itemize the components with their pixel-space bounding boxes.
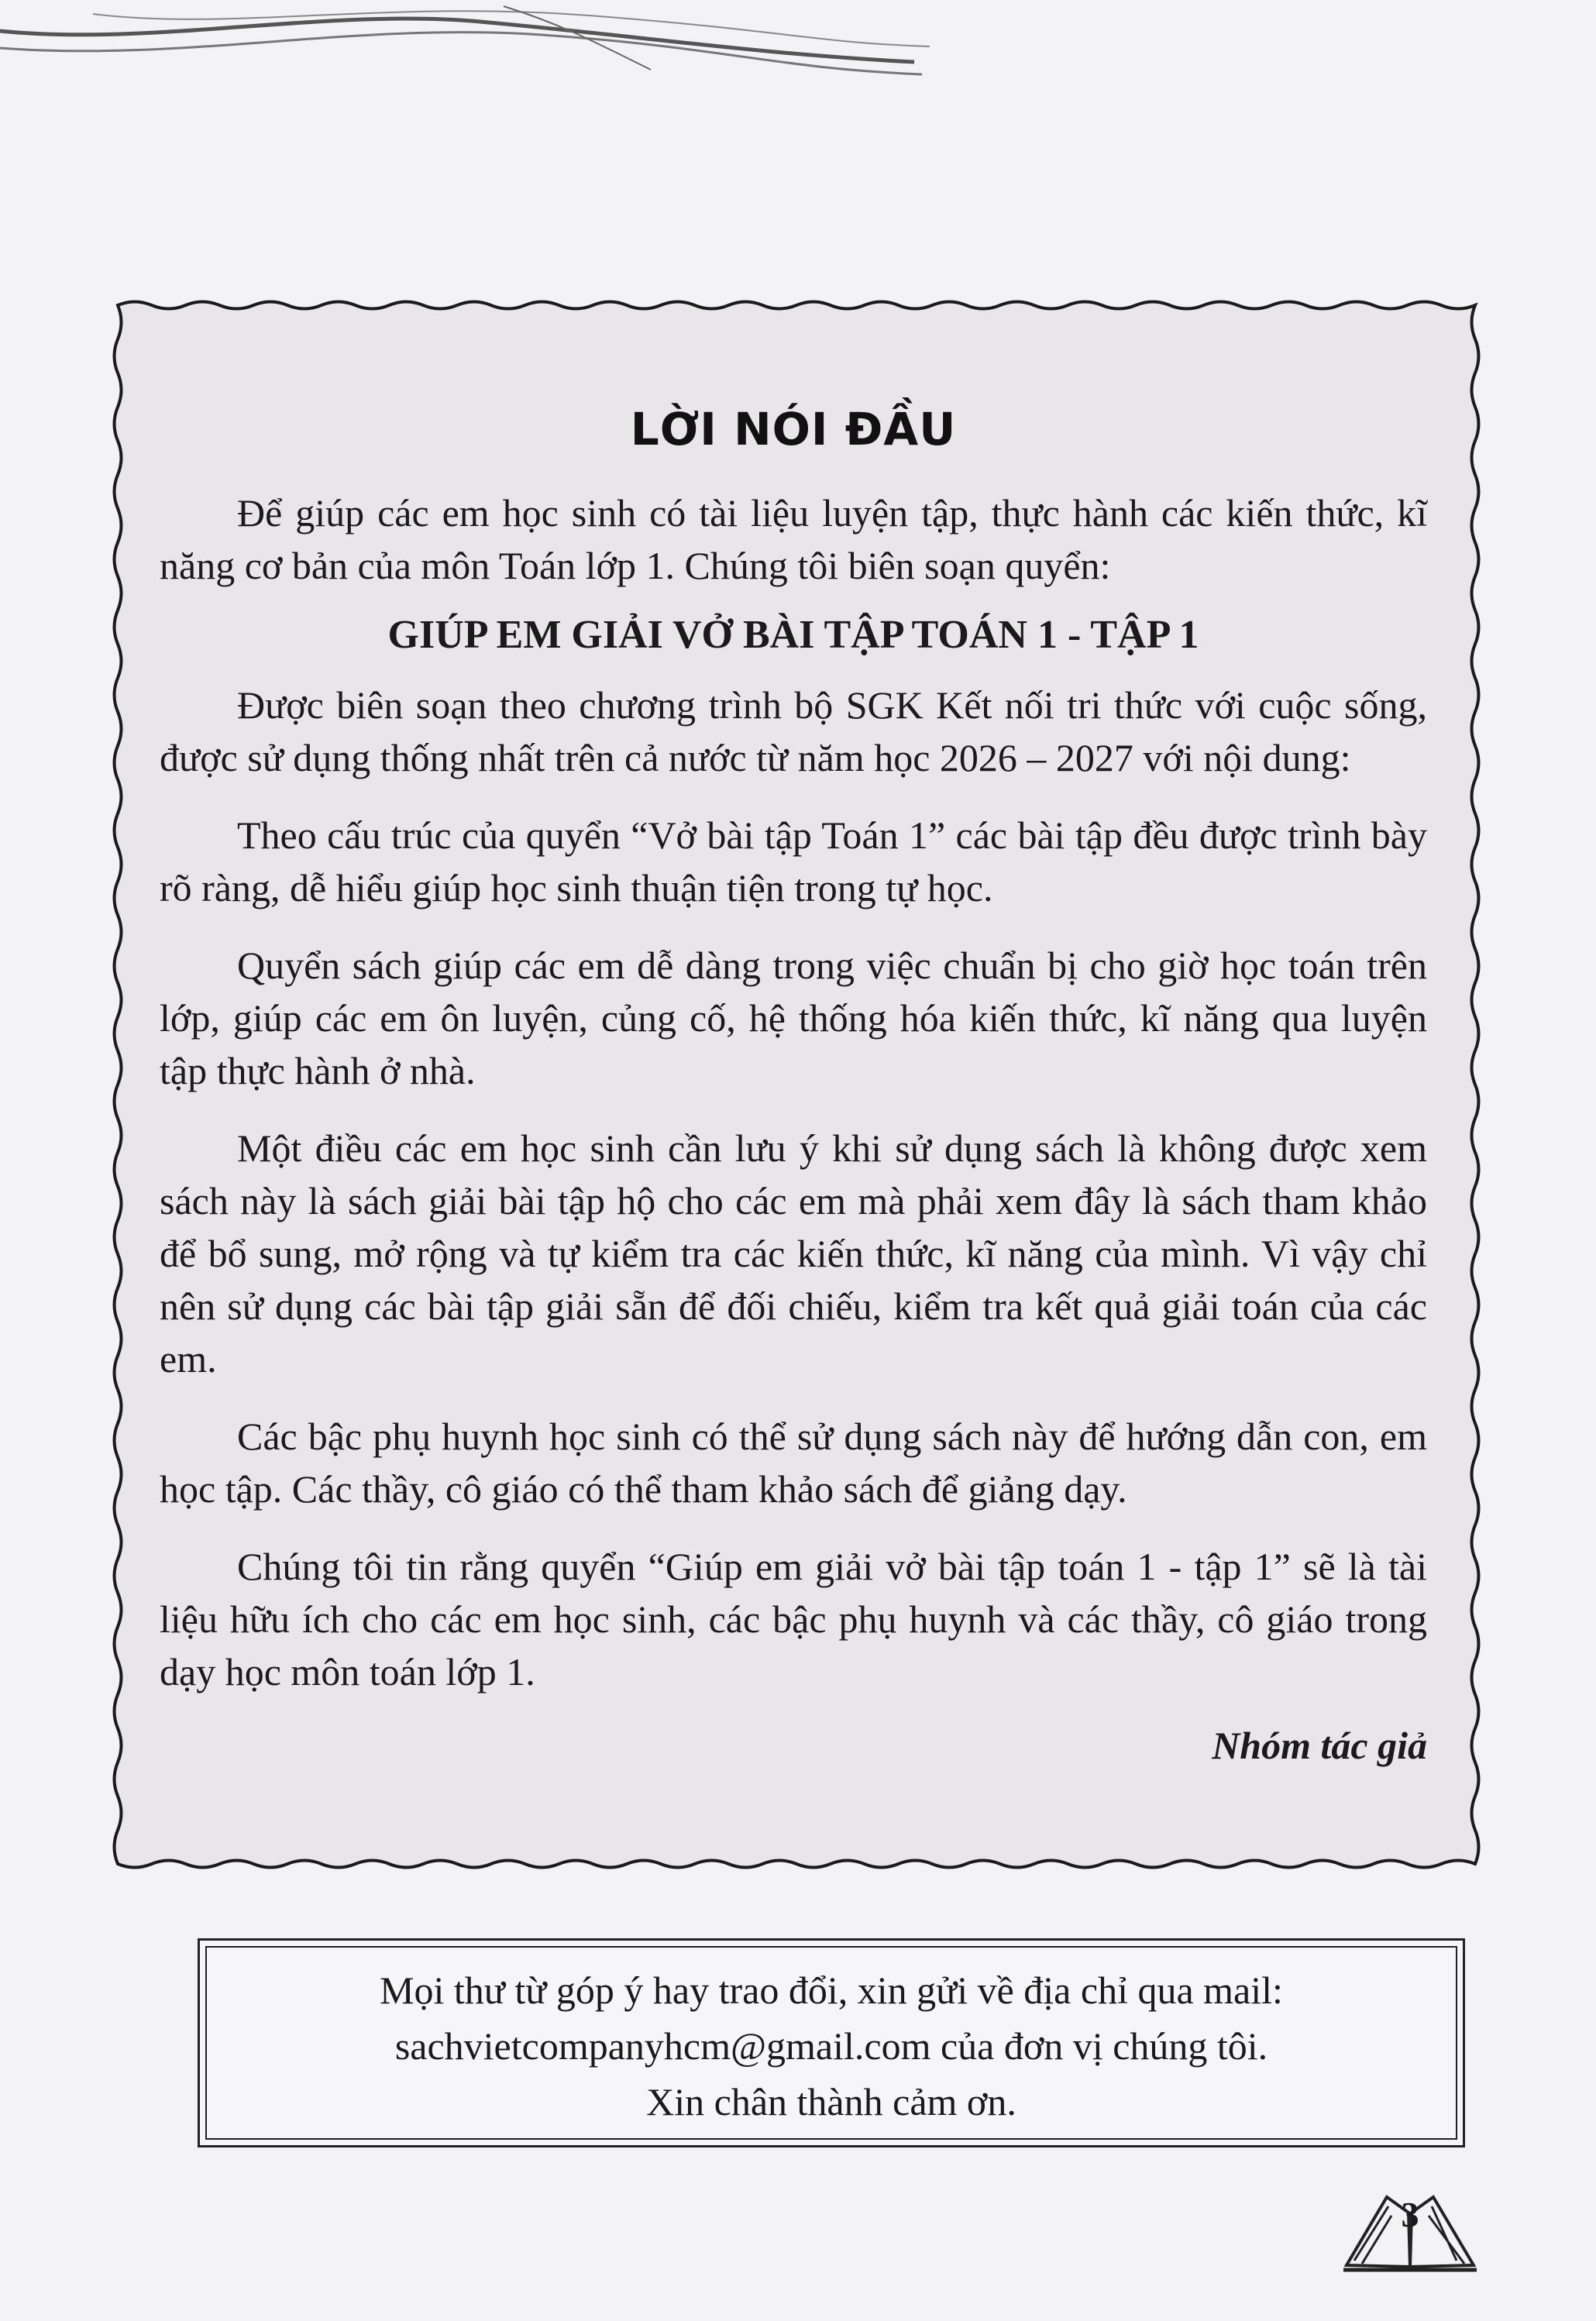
paragraph: Theo cấu trúc của quyển “Vở bài tập Toán 1” các bài tập đều được trình bày rõ ràng, dễ hiểu giúp học sinh thuận tiện trong tự học. [160,813,1427,909]
book-title: GIÚP EM GIẢI VỞ BÀI TẬP TOÁN 1 - TẬP 1 [387,613,1199,657]
paragraph: Chúng tôi tin rằng quyển “Giúp em giải vở bài tập toán 1 - tập 1” sẽ là tài liệu hữu ích cho các em học sinh, các bậc phụ huynh và các thầy, cô giáo trong dạy học môn toán lớp 1. [160,1545,1427,1693]
intro-paragraph: Để giúp các em học sinh có tài liệu luyện tập, thực hành các kiến thức, kĩ năng cơ bản của môn Toán lớp 1. Chúng tôi biên soạn quyển: [160,491,1427,587]
top-swirl-ornament [0,0,930,85]
preface-content [160,403,1427,1768]
contact-text [200,1962,1463,2130]
paragraph: Các bậc phụ huynh học sinh có thể sử dụng sách này để hướng dẫn con, em học tập. Các thầy, cô giáo có thể tham khảo sách để giảng dạy. [160,1415,1427,1511]
contact-line: Mọi thư từ góp ý hay trao đổi, xin gửi về địa chỉ qua mail: [380,1969,1283,2012]
paragraph: Một điều các em học sinh cần lưu ý khi sử dụng sách là không được xem sách này là sách giải bài tập hộ cho các em mà phải xem đây là sách tham khảo để bổ sung, mở rộng và tự kiểm tra các kiến thức, kĩ năng của mình. Vì vậy chỉ nên sử dụng các bài tập giải sẵn để đối chiếu, kiểm tra kết quả giải toán của các em. [160,1126,1427,1381]
paragraph: Quyển sách giúp các em dễ dàng trong việc chuẩn bị cho giờ học toán trên lớp, giúp các em ôn luyện, củng cố, hệ thống hóa kiến thức, kĩ năng qua luyện tập thực hành ở nhà. [160,944,1427,1092]
preface-frame [107,294,1486,1875]
page-title: LỜI NÓI ĐẦU [630,403,957,456]
contact-thanks-line: Xin chân thành cảm ơn. [646,2080,1016,2123]
paragraph: Được biên soạn theo chương trình bộ SGK Kết nối tri thức với cuộc sống, được sử dụng thống nhất trên cả nước từ năm học 2026 – 2027 với nội dung: [160,683,1427,779]
contact-box [198,1938,1465,2147]
page-number: 3 [1401,2195,1419,2234]
author-signature: Nhóm tác giả [1212,1724,1427,1767]
contact-email-line: sachvietcompanyhcm@gmail.com của đơn vị chúng tôi. [394,2024,1268,2068]
